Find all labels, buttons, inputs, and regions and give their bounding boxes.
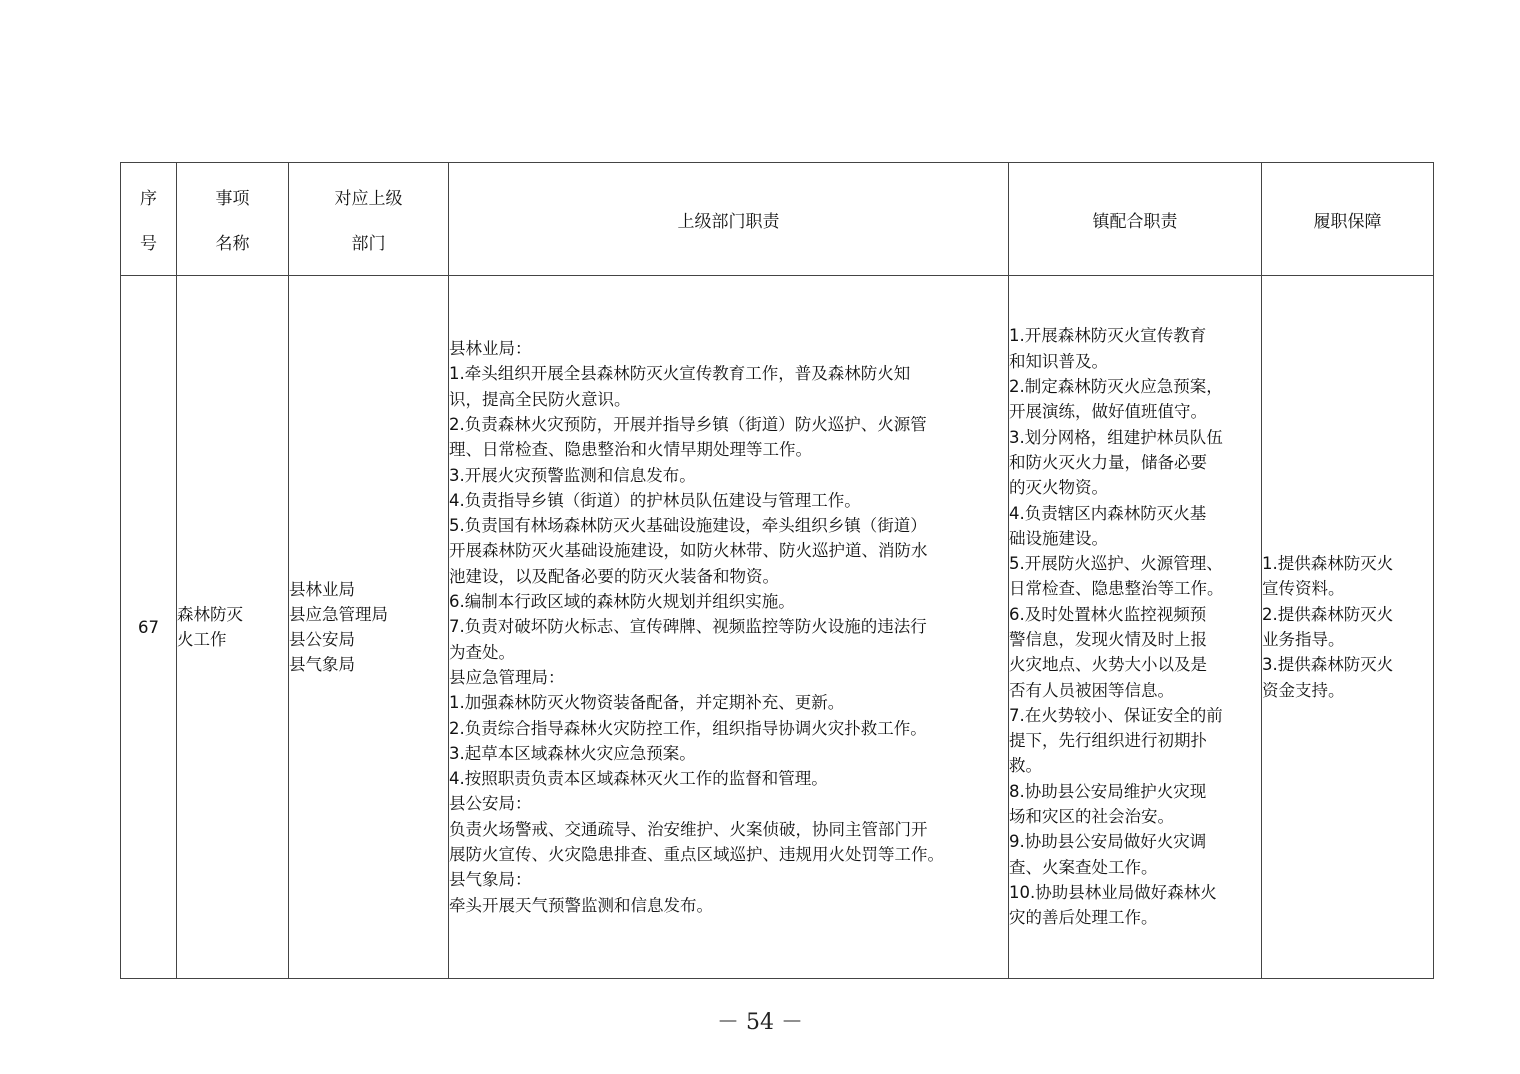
header-no-bottom: 号 [140,234,157,254]
guarantee-line: 1.提供森林防灭火 [1262,554,1394,574]
town-duty-line: 4.负责辖区内森林防灭火基 [1009,503,1207,523]
upper-duty-line: 3.开展火灾预警监测和信息发布。 [449,465,696,485]
header-dept [289,163,449,276]
guarantee-line: 3.提供森林防灭火 [1262,655,1394,675]
upper-duty-line: 县气象局： [449,870,532,890]
upper-duty-line: 2.负责综合指导森林火灾防控工作，组织指导协调火灾扑救工作。 [449,718,927,738]
upper-duty-line: 识，提高全民防火意识。 [449,389,631,409]
guarantee-line: 2.提供森林防灭火 [1262,604,1394,624]
dept-line: 县公安局 [289,630,355,649]
header-no [121,163,177,276]
upper-duty-line: 牵头开展天气预警监测和信息发布。 [449,895,713,915]
town-duty-line: 5.开展防火巡护、火源管理、 [1009,554,1223,574]
upper-duty-line: 2.负责森林火灾预防，开展并指导乡镇（街道）防火巡护、火源管 [449,414,927,434]
upper-duty-line: 7.负责对破坏防火标志、宣传碑牌、视频监控等防火设施的违法行 [449,617,927,637]
town-duty-line: 7.在火势较小、保证安全的前 [1009,705,1223,725]
town-duty-line: 9.协助县公安局做好火灾调 [1009,832,1207,852]
town-duty-line: 火灾地点、火势大小以及是 [1009,655,1207,675]
town-duty-line: 查、火案查处工作。 [1009,857,1158,877]
guarantee-line: 资金支持。 [1262,680,1345,700]
item-name-line: 火工作 [177,630,227,649]
upper-duty-line: 1.加强森林防灭火物资装备配备，并定期补充、更新。 [449,693,845,713]
town-duty-line: 1.开展森林防灭火宣传教育 [1009,326,1207,346]
upper-duty-line: 3.起草本区域森林火灾应急预案。 [449,743,696,763]
upper-duty-line: 4.负责指导乡镇（街道）的护林员队伍建设与管理工作。 [449,490,861,510]
header-no-top: 序 [140,189,157,209]
upper-duty-line: 1.牵头组织开展全县森林防灭火宣传教育工作，普及森林防火知 [449,364,911,384]
upper-duty-line: 县林业局： [449,339,532,359]
upper-duty-line: 县应急管理局： [449,667,565,687]
upper-duty-line: 6.编制本行政区域的森林防火规划并组织实施。 [449,592,795,612]
town-duty-line: 2.制定森林防灭火应急预案， [1009,377,1223,397]
header-name-bottom: 名称 [215,234,250,254]
upper-duty-cell [449,276,1009,979]
header-name [177,163,289,276]
town-duty-line: 6.及时处置林火监控视频预 [1009,604,1207,624]
town-duty-line: 础设施建设。 [1009,528,1108,548]
upper-duty-line: 4.按照职责负责本区域森林灭火工作的监督和管理。 [449,769,828,789]
upper-duty-line: 为查处。 [449,642,515,662]
header-upper-duty: 上级部门职责 [449,163,1009,276]
town-duty-line: 3.划分网格，组建护林员队伍 [1009,427,1223,447]
dept-line: 县林业局 [289,580,355,599]
row-number: 67 [121,276,177,979]
town-duty-line: 灾的善后处理工作。 [1009,908,1158,928]
town-duty-line: 救。 [1009,756,1042,776]
item-name-line: 森林防灭 [177,605,243,624]
town-duty-line: 否有人员被困等信息。 [1009,680,1174,700]
header-dept-top: 对应上级 [334,189,403,209]
upper-duty-line: 池建设，以及配备必要的防灭火装备和物资。 [449,566,779,586]
dept-line: 县应急管理局 [289,605,388,624]
town-duty-line: 和知识普及。 [1009,351,1108,371]
header-row [121,163,1434,276]
town-duty-line: 10.协助县林业局做好森林火 [1009,882,1217,902]
upper-duty-line: 开展森林防灭火基础设施建设，如防火林带、防火巡护道、消防水 [449,541,928,561]
duties-table [120,162,1434,979]
town-duty-line: 警信息，发现火情及时上报 [1009,630,1207,649]
dept-cell [289,276,449,979]
upper-duty-line: 负责火场警戒、交通疏导、治安维护、火案侦破，协同主管部门开 [449,819,928,839]
guarantee-cell [1262,276,1434,979]
page-number: － 54 － [717,1010,803,1035]
guarantee-line: 业务指导。 [1262,630,1345,649]
town-duty-line: 的灭火物资。 [1009,478,1108,498]
upper-duty-line: 县公安局： [449,794,532,814]
header-guarantee: 履职保障 [1262,163,1434,276]
upper-duty-line: 展防火宣传、火灾隐患排查、重点区域巡护、违规用火处罚等工作。 [449,845,944,865]
table-row [121,276,1434,979]
header-town-duty: 镇配合职责 [1009,163,1262,276]
header-dept-bottom: 部门 [351,234,386,254]
town-duty-line: 日常检查、隐患整治等工作。 [1009,579,1224,599]
upper-duty-line: 理、日常检查、隐患整治和火情早期处理等工作。 [449,440,812,460]
town-duty-line: 场和灾区的社会治安。 [1009,807,1174,827]
item-name-cell [177,276,289,979]
town-duty-line: 提下，先行组织进行初期扑 [1009,731,1207,751]
town-duty-line: 和防火灭火力量，储备必要 [1009,452,1207,472]
town-duty-line: 8.协助县公安局维护火灾现 [1009,781,1207,801]
upper-duty-line: 5.负责国有林场森林防灭火基础设施建设，牵头组织乡镇（街道） [449,516,927,536]
guarantee-line: 宣传资料。 [1262,579,1345,599]
town-duty-cell [1009,276,1262,979]
town-duty-line: 开展演练，做好值班值守。 [1009,402,1207,422]
header-name-top: 事项 [215,189,250,209]
dept-line: 县气象局 [289,655,355,674]
